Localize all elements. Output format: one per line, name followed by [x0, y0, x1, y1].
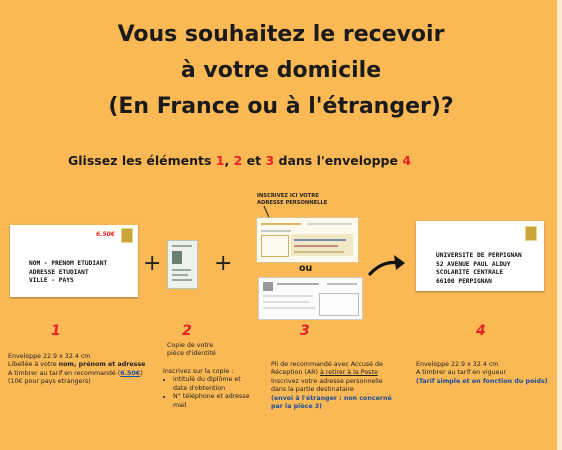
step-3-line-4: dans la partie destinataire — [271, 386, 354, 394]
envelope-4-line-3: SCOLARITE CENTRALE — [436, 269, 504, 276]
subtitle-mid: dans l'enveloppe — [274, 153, 403, 168]
step-2-line-2: pièce d'identité — [167, 350, 216, 358]
form-box — [319, 293, 359, 316]
subtitle-num-2: 2 — [233, 153, 243, 168]
step-1-line-3-text: A timbrer au tarif en recommandé ( — [8, 369, 121, 377]
envelope-1-line-1: NOM - PRENOM ETUDIANT — [29, 260, 108, 267]
step-3-line-1: Pli de recommandé avec Accusé de — [271, 361, 383, 368]
step-3-line-2-text: Réception (AR) — [271, 369, 320, 377]
step-2-bullet-list — [163, 376, 265, 410]
step-2-bullet-2 — [173, 393, 265, 410]
envelope-4-address — [436, 252, 522, 286]
subtitle-num-3: 3 — [265, 153, 275, 168]
form-bar — [327, 283, 357, 285]
step-number-4: 4 — [476, 323, 486, 339]
step-3-line-6: par la pièce 3) — [271, 403, 323, 411]
envelope-4-line-2: 52 AVENUE PAUL ALDUY — [436, 260, 511, 268]
instruction-subtitle — [68, 153, 411, 168]
step-4-line-1: Enveloppe 22.9 x 32.4 cm — [416, 361, 499, 368]
form-bar — [277, 283, 319, 285]
step-2-bullet-1b: date d'obtention — [173, 384, 226, 392]
step-1-line-4: (10€ pour pays etrangers) — [8, 378, 91, 386]
subtitle-prefix: Glissez les éléments — [68, 153, 216, 168]
plus-sign-1: + — [143, 251, 162, 276]
form-bar — [261, 223, 301, 225]
lettre-recommandee-form — [258, 277, 363, 320]
step-3-line-2 — [271, 369, 406, 377]
subtitle-sep-2: et — [242, 153, 266, 168]
step-number-2: 2 — [182, 323, 192, 339]
curved-arrow-icon — [367, 252, 409, 278]
id-line — [172, 269, 191, 271]
identity-card-copy — [167, 240, 198, 289]
or-label: ou — [299, 263, 313, 274]
step-3-line-2-underline: à retirer à la Poste — [319, 369, 378, 377]
step-3-line-5: (envoi à l'étranger : non concerné — [271, 394, 392, 402]
step-2-line-3: Inscrivez sur la copie : — [163, 368, 234, 375]
form-box — [261, 235, 289, 257]
step-4-description — [416, 361, 558, 386]
form-bar — [294, 239, 346, 241]
envelope-1-address — [29, 260, 107, 286]
subtitle-num-1: 1 — [215, 153, 225, 168]
plus-sign-2: + — [214, 251, 233, 276]
form-bar — [263, 307, 315, 309]
recommande-ar-form — [256, 217, 359, 263]
step-number-3: 3 — [300, 323, 310, 339]
step-number-1: 1 — [51, 323, 61, 339]
step-1-line-2-text: Libellée à votre — [8, 361, 59, 369]
envelope-1-line-3: VILLE - PAYS — [29, 277, 74, 284]
step-2-bullet-1a: intitulé du diplôme et — [173, 376, 241, 384]
form-bar — [263, 295, 313, 297]
step-2-bullet-2b: mail — [173, 401, 187, 409]
envelope-1-line-2: ADRESSE ETUDIANT — [29, 268, 89, 276]
step-2-line-1: Copie de votre — [167, 342, 214, 349]
id-photo-icon — [172, 251, 182, 264]
form-bar — [263, 301, 309, 303]
title-line-1: Vous souhaitez le recevoir — [117, 22, 445, 47]
postage-stamp-icon — [525, 226, 537, 241]
id-line — [172, 245, 192, 247]
step-2-description — [167, 342, 267, 359]
form-bar — [294, 251, 344, 253]
form-bar — [294, 245, 338, 247]
step-1-line-3 — [8, 370, 168, 378]
id-line — [172, 274, 188, 276]
subtitle-sep-1: , — [224, 153, 234, 168]
form-bar — [261, 230, 291, 232]
title-line-2: à votre domicile — [180, 58, 382, 83]
envelope-price: 6.50€ — [96, 231, 115, 238]
form-bar — [307, 223, 352, 225]
step-2-bullet-2a: N° téléphone et adresse — [173, 393, 250, 401]
form-note-line-1: INSCRIVEZ ICI VOTRE — [257, 193, 319, 199]
step-4-line-2: A timbrer au tarif en vigueur — [416, 369, 507, 377]
step-3-description — [271, 361, 406, 411]
subtitle-num-4: 4 — [402, 153, 412, 168]
step-1-description — [8, 353, 168, 387]
step-1-line-2 — [8, 361, 168, 369]
step-1-line-2-bold: nom, prénom et adresse — [58, 361, 146, 369]
title-line-3: (En France ou à l'étranger)? — [108, 94, 454, 119]
step-3-line-3: Inscrivez votre adresse personnelle — [271, 377, 383, 385]
envelope-4-line-1: UNIVERSITE DE PERPIGNAN — [436, 252, 522, 259]
step-1-line-1: Enveloppe 22.9 x 32.4 cm — [8, 353, 91, 360]
step-4-line-3: (Tarif simple et en fonction du poids) — [416, 377, 548, 385]
envelope-1-student-address — [10, 225, 138, 297]
envelope-4-line-4: 66100 PERPIGNAN — [436, 277, 492, 285]
step-1-line-3-end: ) — [140, 369, 143, 377]
postage-stamp-icon — [121, 228, 133, 243]
form-note-line-2: ADRESSE PERSONNELLE — [257, 199, 328, 206]
envelope-4-university — [416, 221, 544, 291]
form-logo — [263, 282, 273, 291]
step-2-instructions — [163, 368, 265, 410]
id-line — [172, 279, 192, 281]
step-1-price: 6.50€ — [120, 369, 141, 377]
step-2-bullet-1 — [173, 376, 265, 393]
